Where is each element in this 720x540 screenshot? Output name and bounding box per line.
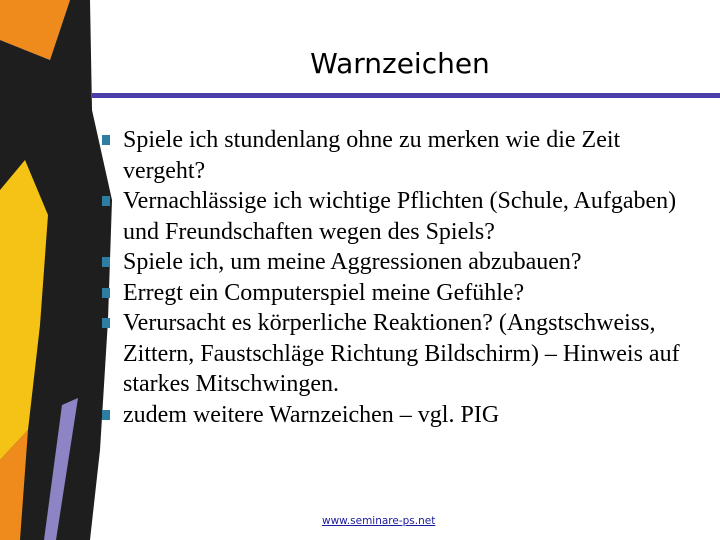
bullet-text: zudem weitere Warnzeichen – vgl. PIG (123, 401, 500, 428)
bullet-item (102, 247, 702, 278)
square-bullet-icon (102, 135, 110, 145)
bullet-item (102, 125, 702, 186)
bullet-text: Verursacht es körperliche Reaktionen? (Angstschweiss, Zittern, Faustschläge Richtung Bildschirm) – Hinweis auf starkes Mitschwingen. (123, 310, 680, 397)
square-bullet-icon (102, 257, 110, 267)
bullet-text: Spiele ich stundenlang ohne zu merken wie die Zeit vergeht? (123, 127, 621, 184)
slide-title: Warnzeichen (310, 47, 490, 80)
title-rule (92, 93, 720, 98)
square-bullet-icon (102, 288, 110, 298)
square-bullet-icon (102, 410, 110, 420)
bullet-list (102, 125, 702, 430)
bullet-item (102, 186, 702, 247)
square-bullet-icon (102, 318, 110, 328)
bullet-text: Erregt ein Computerspiel meine Gefühle? (123, 279, 525, 306)
bullet-item (102, 278, 702, 309)
bullet-item (102, 400, 702, 431)
square-bullet-icon (102, 196, 110, 206)
bullet-item (102, 308, 702, 400)
bullet-text: Vernachlässige ich wichtige Pflichten (Schule, Aufgaben) und Freundschaften wegen des Spiels? (123, 188, 677, 245)
footer-website-link[interactable]: www.seminare-ps.net (322, 515, 436, 527)
bullet-text: Spiele ich, um meine Aggressionen abzubauen? (123, 249, 582, 275)
